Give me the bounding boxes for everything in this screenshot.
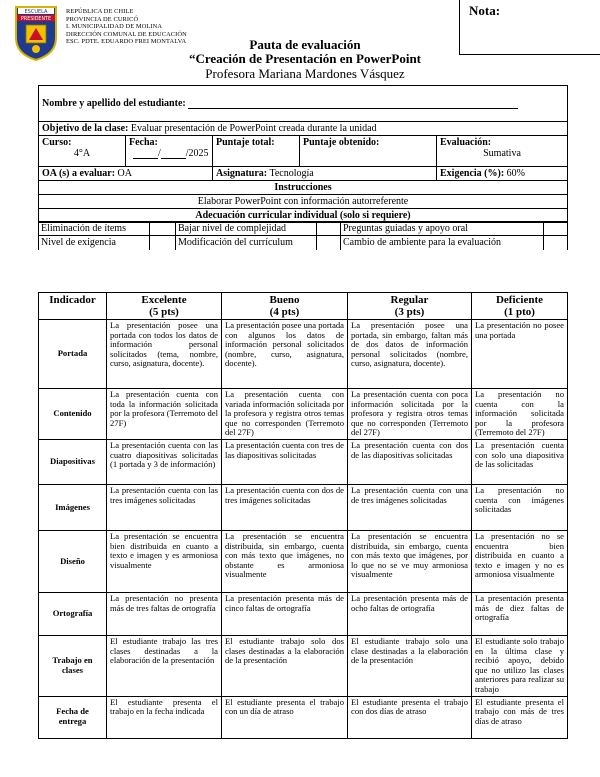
rubric-indicator: Ortografía [39, 593, 107, 636]
header-bueno [222, 293, 348, 320]
adecuacion-table [38, 221, 568, 250]
asignatura-label: Asignatura: [216, 168, 268, 179]
rubric-cell-regular[interactable]: La presentación se encuentra distribuida, sin embargo, cuenta con más texto que imágenes, por lo que no se ve muy armoniosa visualmente [348, 531, 472, 593]
header-deficiente-pts: (1 pto) [504, 306, 535, 318]
rubric-indicator: Trabajo en clases [39, 636, 107, 697]
adecuacion-option: Cambio de ambiente para la evaluación [341, 236, 544, 250]
rubric-cell-bueno[interactable]: La presentación presenta más de cinco faltas de ortografía [222, 593, 348, 636]
oa-value: OA [117, 168, 132, 179]
header-excelente-label: Excelente [141, 294, 187, 306]
header-regular [348, 293, 472, 320]
header-deficiente [472, 293, 568, 320]
objective-row [39, 122, 568, 136]
rubric-cell-regular[interactable]: La presentación cuenta con una de tres imágenes solicitadas [348, 485, 472, 531]
adecuacion-checkbox[interactable] [544, 222, 568, 236]
rubric-cell-deficiente[interactable]: La presentación no posee una portada [472, 320, 568, 389]
objective-value: Evaluar presentación de PowerPoint creada durante la unidad [130, 123, 377, 134]
oa-cell [39, 167, 213, 181]
puntaje-total-label: Puntaje total: [216, 137, 275, 148]
curso-label: Curso: [42, 137, 72, 148]
fecha-month-line[interactable] [161, 150, 186, 159]
rubric-cell-bueno[interactable]: El estudiante trabajo solo dos clases destinadas a la elaboración de la presentación [222, 636, 348, 697]
rubric-cell-deficiente[interactable]: La presentación cuenta con solo una diapositiva de las solicitadas [472, 440, 568, 485]
adecuacion-option: Modificación del currículum [176, 236, 317, 250]
document-subtitle: “Creación de Presentación en PowerPoint [188, 51, 422, 66]
rubric-cell-excelente[interactable]: El estudiante presenta el trabajo en la fecha indicada [107, 696, 222, 738]
logo-band-text: PRESIDENTE [21, 16, 51, 22]
rubric-indicator: Imágenes [39, 485, 107, 531]
adecuacion-checkbox[interactable] [317, 222, 341, 236]
student-name-line[interactable] [188, 99, 518, 109]
rubric-row [39, 531, 568, 593]
oa-label: OA (s) a evaluar: [42, 168, 116, 179]
rubric-cell-deficiente[interactable]: El estudiante presenta el trabajo con más de tres días de atraso [472, 696, 568, 738]
header-excelente-pts: (5 pts) [149, 306, 179, 318]
rubric-cell-regular[interactable]: La presentación posee una portada, sin embargo, faltan más de dos datos de información personal solicitados (nombre, curso, asignatura, docente). [348, 320, 472, 389]
rubric-cell-regular[interactable]: El estudiante trabajo solo una clase destinadas a la elaboración de la presentación [348, 636, 472, 697]
rubric-cell-bueno[interactable]: La presentación cuenta con variada información solicitada por la profesora y registra otros temas que no corresponden (Terremoto del 27F) [222, 389, 348, 440]
objective-label: Objetivo de la clase: [42, 123, 129, 134]
rubric-cell-regular[interactable]: La presentación cuenta con dos de las diapositivas solicitadas [348, 440, 472, 485]
header-excelente [107, 293, 222, 320]
exigencia-label: Exigencia (%): [440, 168, 505, 179]
rubric-cell-excelente[interactable]: La presentación no presenta más de tres faltas de ortografía [107, 593, 222, 636]
rubric-indicator: Fecha de entrega [39, 696, 107, 738]
rubric-row [39, 593, 568, 636]
adecuacion-checkbox[interactable] [544, 236, 568, 250]
header-bueno-pts: (4 pts) [269, 306, 300, 318]
asignatura-value: Tecnología [269, 168, 314, 179]
document-title: Pauta de evaluación [249, 37, 361, 52]
rubric-cell-bueno[interactable]: El estudiante presenta el trabajo con un día de atraso [222, 696, 348, 738]
puntaje-obtenido-label: Puntaje obtenido: [303, 137, 380, 148]
rubric-cell-bueno[interactable]: La presentación cuenta con tres de las diapositivas solicitadas [222, 440, 348, 485]
adecuacion-checkbox[interactable] [150, 236, 176, 250]
adecuacion-option: Bajar nivel de complejidad [176, 222, 317, 236]
asignatura-cell [213, 167, 437, 181]
rubric-row [39, 636, 568, 697]
adecuacion-checkbox[interactable] [317, 236, 341, 250]
rubric-cell-excelente[interactable]: La presentación posee una portada con todos los datos de información personal solicitados (tema, nombre, curso, asignatura, docente). [107, 320, 222, 389]
header-bueno-label: Bueno [269, 294, 300, 306]
institution-line: DIRECCIÓN COMUNAL DE EDUCACIÓN [66, 30, 187, 38]
adecuacion-checkbox[interactable] [150, 222, 176, 236]
rubric-indicator: Contenido [39, 389, 107, 440]
rubric-indicator: Diapositivas [39, 440, 107, 485]
fecha-year: /2025 [185, 148, 209, 159]
instrucciones-value: Elaborar PowerPoint con información autorreferente [39, 195, 568, 209]
fecha-label: Fecha: [129, 137, 158, 148]
rubric-indicator: Diseño [39, 531, 107, 593]
grade-box[interactable] [459, 0, 600, 55]
rubric-cell-excelente[interactable]: La presentación se encuentra bien distribuida en cuanto a texto e imagen y es armoniosa visualmente [107, 531, 222, 593]
puntaje-total-cell[interactable] [213, 136, 300, 167]
rubric-indicator: Portada [39, 320, 107, 389]
adecuacion-option: Preguntas guiadas y apoyo oral [341, 222, 544, 236]
rubric-cell-deficiente[interactable]: La presentación no cuenta con la información solicitada por la profesora (Terremoto del 27F) [472, 389, 568, 440]
fecha-day-line[interactable] [133, 150, 158, 159]
student-name-label: Nombre y apellido del estudiante: [42, 98, 186, 109]
curso-cell [39, 136, 126, 167]
header-deficiente-label: Deficiente [495, 294, 544, 306]
curso-value: 4°A [73, 148, 91, 159]
rubric-row [39, 320, 568, 389]
adecuacion-option: Eliminación de ítems [39, 222, 150, 236]
adecuacion-label: Adecuación curricular individual (solo si requiere) [39, 209, 568, 223]
evaluacion-cell [437, 136, 568, 167]
rubric-row [39, 389, 568, 440]
instrucciones-label: Instrucciones [39, 181, 568, 195]
header-regular-label: Regular [390, 294, 429, 306]
rubric-cell-deficiente[interactable]: La presentación no se encuentra bien distribuida en cuanto a texto e imagen y no es armoniosa visualmente [472, 531, 568, 593]
adecuacion-option: Nivel de exigencia [39, 236, 150, 250]
rubric-cell-regular[interactable]: La presentación presenta más de ocho faltas de ortografía [348, 593, 472, 636]
rubric-cell-bueno[interactable]: La presentación posee una portada con algunos los datos de información personal solicitados (nombre, curso, asignatura, docente). [222, 320, 348, 389]
header-regular-pts: (3 pts) [394, 306, 425, 318]
rubric-cell-bueno[interactable]: La presentación se encuentra distribuida, sin embargo, cuenta con más texto que imágenes, no obstante es armoniosa visualmente [222, 531, 348, 593]
exigencia-cell [437, 167, 568, 181]
exigencia-value: 60% [506, 168, 525, 179]
rubric-cell-excelente[interactable]: El estudiante trabajo las tres clases destinadas a la elaboración de la presentación [107, 636, 222, 697]
rubric-cell-bueno[interactable]: La presentación cuenta con dos de tres imágenes solicitadas [222, 485, 348, 531]
student-info-table [38, 85, 568, 223]
grade-label: Nota: [469, 3, 501, 18]
rubric-cell-excelente[interactable]: La presentación cuenta con toda la información solicitada por la profesora (Terremoto del 27F) [107, 389, 222, 440]
evaluacion-value: Sumativa [483, 148, 521, 159]
fecha-sep: / [158, 148, 161, 159]
rubric-cell-regular[interactable]: El estudiante presenta el trabajo con dos días de atraso [348, 696, 472, 738]
institution-line: I. MUNICIPALIDAD DE MOLINA [66, 23, 163, 31]
header-indicador: Indicador [39, 293, 107, 320]
rubric-cell-regular[interactable]: La presentación cuenta con poca información solicitada por la profesora y registra otros temas que no corresponden (Terremoto del 27F) [348, 389, 472, 440]
rubric-cell-excelente[interactable]: La presentación cuenta con las tres imágenes solicitadas [107, 485, 222, 531]
institution-line: ESC. PDTE. EDUARDO FREI MONTALVA [66, 38, 187, 46]
rubric-cell-deficiente[interactable]: La presentación no cuenta con imágenes solicitadas [472, 485, 568, 531]
teacher-name: Profesora Mariana Mardones Vásquez [205, 66, 405, 81]
rubric-header-row [39, 293, 568, 320]
rubric-cell-excelente[interactable]: La presentación cuenta con las cuatro diapositivas solicitadas (1 portada y 3 de información) [107, 440, 222, 485]
student-name-row[interactable] [39, 86, 568, 122]
school-logo [12, 4, 60, 62]
puntaje-obtenido-cell[interactable] [300, 136, 437, 167]
rubric-cell-deficiente[interactable]: La presentación presenta más de diez faltas de ortografía [472, 593, 568, 636]
rubric-cell-deficiente[interactable]: El estudiante solo trabajo en la última clase y recibió apoyo, debido que no utilizo las clases anteriores para realizar su trabajo [472, 636, 568, 697]
evaluacion-label: Evaluación: [440, 137, 492, 148]
logo-top-text: ESCUELA [24, 9, 48, 15]
fecha-blanks[interactable] [129, 148, 209, 159]
rubric-row [39, 485, 568, 531]
rubric-row [39, 696, 568, 738]
institution-line: PROVINCIA DE CURICÓ [66, 15, 139, 23]
fecha-cell[interactable] [126, 136, 213, 167]
institution-line: REPÚBLICA DE CHILE [66, 8, 134, 15]
rubric-table [38, 292, 568, 739]
rubric-row [39, 440, 568, 485]
